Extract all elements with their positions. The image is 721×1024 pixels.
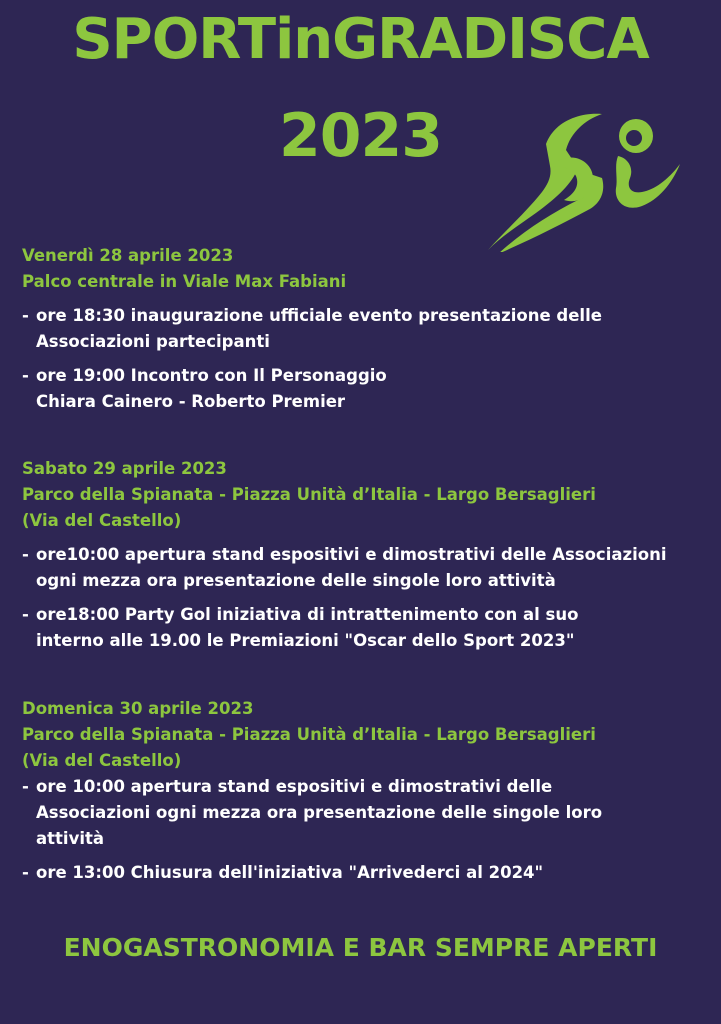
event-text: - ore 19:00 Incontro con Il Personaggio (36, 366, 387, 385)
day-location: Parco della Spianata - Piazza Unità d’Italia - Largo Bersaglieri (22, 485, 596, 504)
poster-year: 2023 (279, 101, 442, 171)
footer-banner: ENOGASTRONOMIA E BAR SEMPRE APERTI (63, 933, 658, 962)
schedule (22, 243, 712, 886)
event-item (22, 860, 712, 886)
event-text: - ore18:00 Party Gol iniziativa di intrattenimento con al suo (36, 605, 579, 624)
event-text: ogni mezza ora presentazione delle singole loro attività (36, 571, 556, 590)
day-date: Venerdì 28 aprile 2023 (22, 246, 234, 265)
event-text: - ore10:00 apertura stand espositivi e dimostrativi delle Associazioni (36, 545, 667, 564)
event-list (22, 303, 712, 415)
event-list (22, 542, 712, 654)
event-item (22, 542, 712, 594)
event-text: interno alle 19.00 le Premiazioni "Oscar dello Sport 2023" (36, 631, 575, 650)
poster-title: SPORTinGRADISCA (72, 7, 649, 72)
day-date: Domenica 30 aprile 2023 (22, 699, 254, 718)
day-location: Parco della Spianata - Piazza Unità d’Italia - Largo Bersaglieri (22, 725, 596, 744)
day-location: (Via del Castello) (22, 751, 182, 770)
day-section (22, 243, 712, 415)
event-text: - ore 18:30 inaugurazione ufficiale evento presentazione delle (36, 306, 602, 325)
event-text: - ore 10:00 apertura stand espositivi e dimostrativi delle (36, 777, 553, 796)
event-text: - ore 13:00 Chiusura dell'iniziativa "Arrivederci al 2024" (36, 863, 544, 882)
runner-icon (484, 104, 684, 252)
day-date: Sabato 29 aprile 2023 (22, 459, 227, 478)
day-section (22, 696, 712, 886)
event-list (22, 774, 712, 886)
event-text: Chiara Cainero - Roberto Premier (36, 392, 346, 411)
event-text: Associazioni partecipanti (36, 332, 270, 351)
event-item (22, 774, 712, 852)
day-section (22, 456, 712, 654)
event-text: attività (36, 829, 104, 848)
event-item (22, 303, 712, 355)
event-item (22, 363, 712, 415)
event-text: Associazioni ogni mezza ora presentazione delle singole loro (36, 803, 603, 822)
day-location: (Via del Castello) (22, 511, 182, 530)
day-location: Palco centrale in Viale Max Fabiani (22, 272, 347, 291)
event-item (22, 602, 712, 654)
